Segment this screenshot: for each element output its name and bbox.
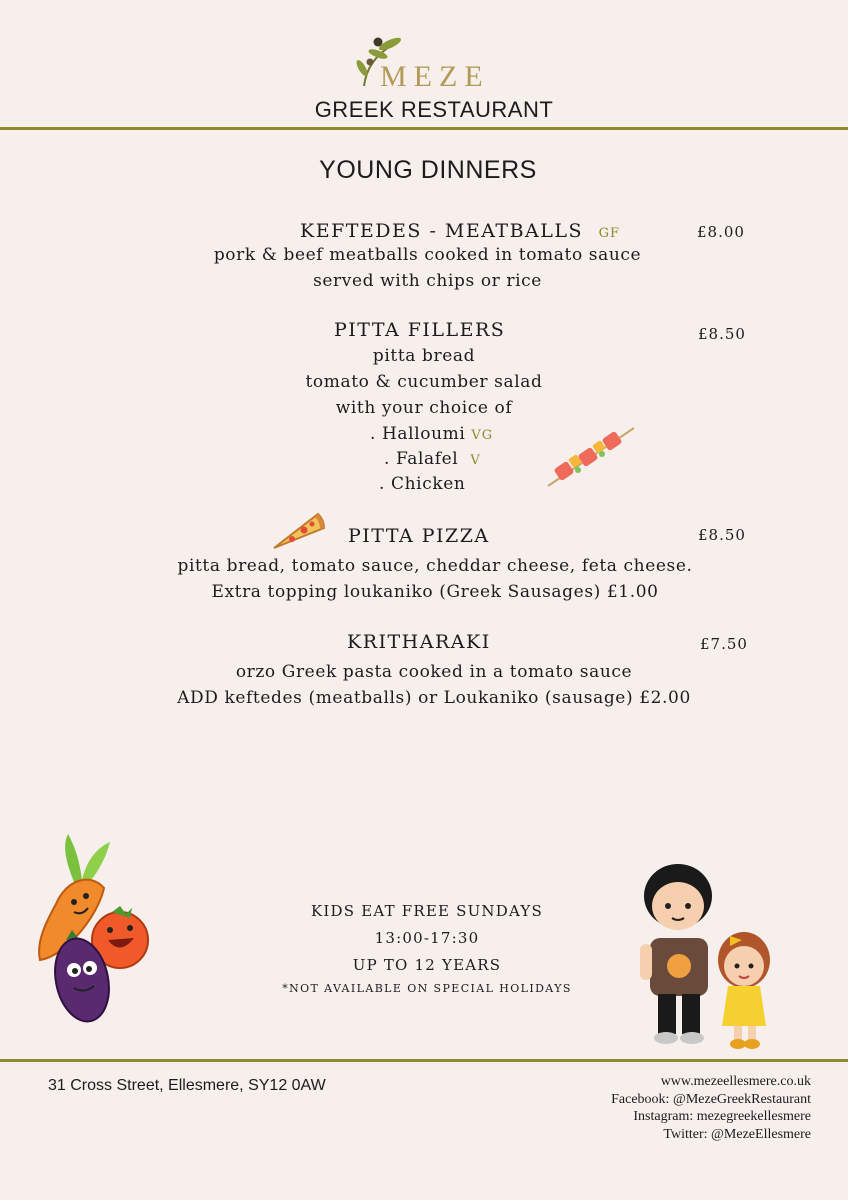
dish-description <box>0 242 848 294</box>
option-label: . Chicken <box>379 474 466 494</box>
facebook-handle[interactable]: Facebook: @MezeGreekRestaurant <box>611 1091 811 1107</box>
instagram-handle[interactable]: Instagram: mezegreekellesmere <box>633 1109 811 1124</box>
header-divider <box>0 127 848 130</box>
description-line: Extra topping loukaniko (Greek Sausages) £1.00 <box>211 582 659 602</box>
logo <box>0 34 848 94</box>
dish-name-pitta-pizza: PITTA PIZZA <box>348 525 490 547</box>
dish-name-keftedes <box>300 220 620 242</box>
description-line: served with chips or rice <box>313 271 542 291</box>
kids-illustration <box>634 856 784 1052</box>
dish-description <box>0 343 848 421</box>
description-line: orzo Greek pasta cooked in a tomato sauce <box>235 662 633 682</box>
option-label: . Halloumi <box>370 424 466 444</box>
option-chicken <box>379 471 465 497</box>
vegetarian-tag: V <box>470 453 481 468</box>
option-halloumi <box>370 421 493 449</box>
promo-line: 13:00-17:30 <box>374 929 480 947</box>
dish-description <box>0 553 848 605</box>
description-line: ADD keftedes (meatballs) or Loukaniko (sausage) £2.00 <box>177 688 691 708</box>
address: 31 Cross Street, Ellesmere, SY12 0AW <box>48 1077 326 1094</box>
description-line: with your choice of <box>335 398 513 418</box>
vegan-tag: VG <box>471 428 494 443</box>
option-falafel <box>384 446 481 474</box>
description-line: pitta bread <box>372 346 476 366</box>
promo-note: *NOT AVAILABLE ON SPECIAL HOLIDAYS <box>282 982 572 995</box>
description-line: pitta bread, tomato sauce, cheddar cheese, feta cheese. <box>177 556 693 576</box>
dish-price: £8.50 <box>698 526 746 544</box>
dish-price: £8.00 <box>697 223 745 241</box>
pizza-slice-icon <box>268 510 328 552</box>
option-label: . Falafel <box>384 449 459 469</box>
description-line: tomato & cucumber salad <box>305 372 543 392</box>
page-title: YOUNG DINNERS <box>319 156 537 184</box>
dish-price: £7.50 <box>700 635 748 653</box>
dish-name-text: KEFTEDES - MEATBALLS <box>300 220 584 242</box>
gluten-free-tag: GF <box>598 226 620 241</box>
dish-name-pitta-fillers: PITTA FILLERS <box>334 319 506 341</box>
description-line: pork & beef meatballs cooked in tomato sauce <box>213 245 642 265</box>
website-link[interactable]: www.mezeellesmere.co.uk <box>660 1074 811 1089</box>
dish-price: £8.50 <box>698 325 746 343</box>
promo-line: KIDS EAT FREE SUNDAYS <box>311 902 543 920</box>
skewer-icon <box>544 424 636 490</box>
promo-line: UP TO 12 YEARS <box>352 956 502 974</box>
contact-block <box>611 1073 811 1143</box>
logo-text: MEZE <box>380 60 490 93</box>
dish-description <box>0 659 848 711</box>
twitter-handle[interactable]: Twitter: @MezeEllesmere <box>663 1126 811 1142</box>
dish-name-kritharaki: KRITHARAKI <box>347 631 491 653</box>
footer-divider <box>0 1059 848 1062</box>
restaurant-name: GREEK RESTAURANT <box>314 97 554 122</box>
